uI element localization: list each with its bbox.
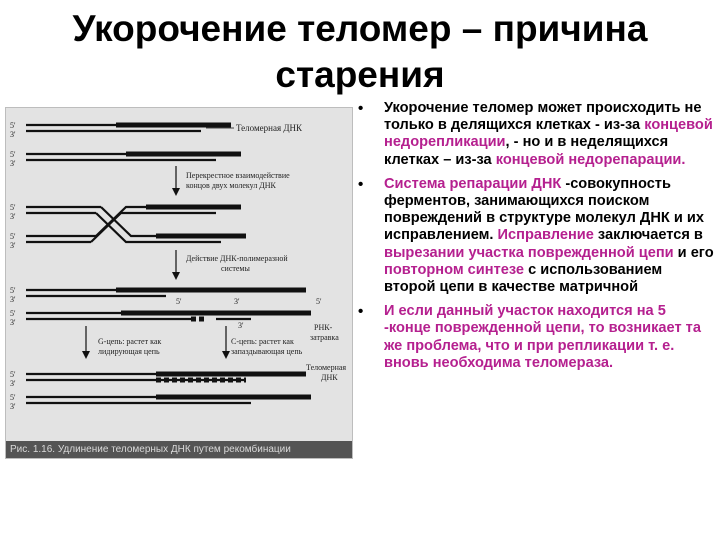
label-3prime: 3' [10, 318, 16, 327]
label-3prime: 3' [10, 159, 16, 168]
bullet-text: заключается в [593, 227, 703, 244]
bullet-highlight: Система репарации ДНК [384, 175, 562, 192]
label-3prime: 3' [10, 295, 16, 304]
label-crossover-2: концов двух молекул ДНК [186, 181, 276, 190]
label-5prime: 5' [10, 309, 16, 318]
label-3prime: 3' [10, 402, 16, 411]
label-3prime: 3' [234, 297, 240, 306]
label-telomeric-dna-b: Теломерная [306, 363, 347, 372]
label-5prime: 5' [176, 297, 182, 306]
label-3prime: 3' [10, 241, 16, 250]
arrow-head [172, 188, 180, 196]
bullet-item [356, 100, 714, 169]
label-3prime: 3' [10, 130, 16, 139]
bullet-text: с использованием второй цепи в качестве матричной [384, 261, 663, 296]
label-3prime: 3' [238, 321, 244, 330]
label-5prime: 5' [316, 297, 322, 306]
bullet-text: и его [673, 244, 714, 261]
label-5prime: 5' [10, 232, 16, 241]
label-polymerase-2: системы [221, 264, 250, 273]
bullet-highlight: И если данный участок находится на 5 -конце поврежденной цепи, то возникает та же проблема, что и при репликации т. е. вновь необходима теломераза. [384, 303, 701, 371]
figure-caption: Рис. 1.16. Удлинение теломерных ДНК путем рекомбинации [6, 441, 352, 458]
label-crossover: Перекрестное взаимодействие [186, 171, 290, 180]
label-polymerase: Действие ДНК-полимеразной [186, 254, 288, 263]
bullet-text: Укорочение теломер может происходить не только в делящихся клетках - из-за [384, 100, 702, 134]
arrow-head [222, 351, 230, 359]
label-telomeric-dna: Теломерная ДНК [236, 123, 303, 133]
label-telomeric-dna-b-2: ДНК [321, 373, 338, 382]
bullet-item [356, 176, 714, 296]
bullet-item [356, 303, 714, 372]
label-c-chain-2: запаздывающая цепь [231, 347, 303, 356]
bullet-text: , - но и в неделящихся клетках – из-за [384, 134, 669, 168]
bullet-highlight: вырезании участка поврежденной цепи [384, 244, 674, 261]
page-title: Укорочение теломер – причина старения [72, 8, 648, 95]
label-5prime: 5' [10, 121, 16, 130]
bullet-highlight: повторном синтезе [384, 261, 525, 278]
bullet-dot: • [358, 175, 364, 193]
label-c-chain: С-цепь: растет как [231, 337, 294, 346]
label-5prime: 5' [10, 150, 16, 159]
label-3prime: 3' [10, 379, 16, 388]
bullet-highlight: концевой недорепликации [384, 117, 713, 151]
bullet-dot: • [358, 100, 364, 117]
bullet-dot: • [358, 303, 364, 321]
bullet-list [356, 100, 714, 379]
label-3prime: 3' [10, 212, 16, 221]
label-5prime: 5' [10, 286, 16, 295]
bullet-text: -совокупность ферментов, занимающихся поиском повреждений в структуре молекул ДНК и их исправлением. [384, 175, 704, 244]
telomere-recombination-figure [5, 107, 353, 459]
label-g-chain-2: лидирующая цепь [98, 347, 160, 356]
label-5prime: 5' [10, 370, 16, 379]
label-5prime: 5' [10, 203, 16, 212]
bullet-highlight: концевой недорепарации. [495, 151, 686, 168]
bullet-highlight: Исправление [497, 227, 594, 244]
arrow-head [172, 272, 180, 280]
dna-diagram [6, 108, 352, 441]
label-rna: РНК- [314, 323, 333, 332]
label-rna-2: затравка [310, 333, 339, 342]
label-5prime: 5' [10, 393, 16, 402]
arrow-head [82, 351, 90, 359]
label-g-chain: G-цепь: растет как [98, 337, 162, 346]
